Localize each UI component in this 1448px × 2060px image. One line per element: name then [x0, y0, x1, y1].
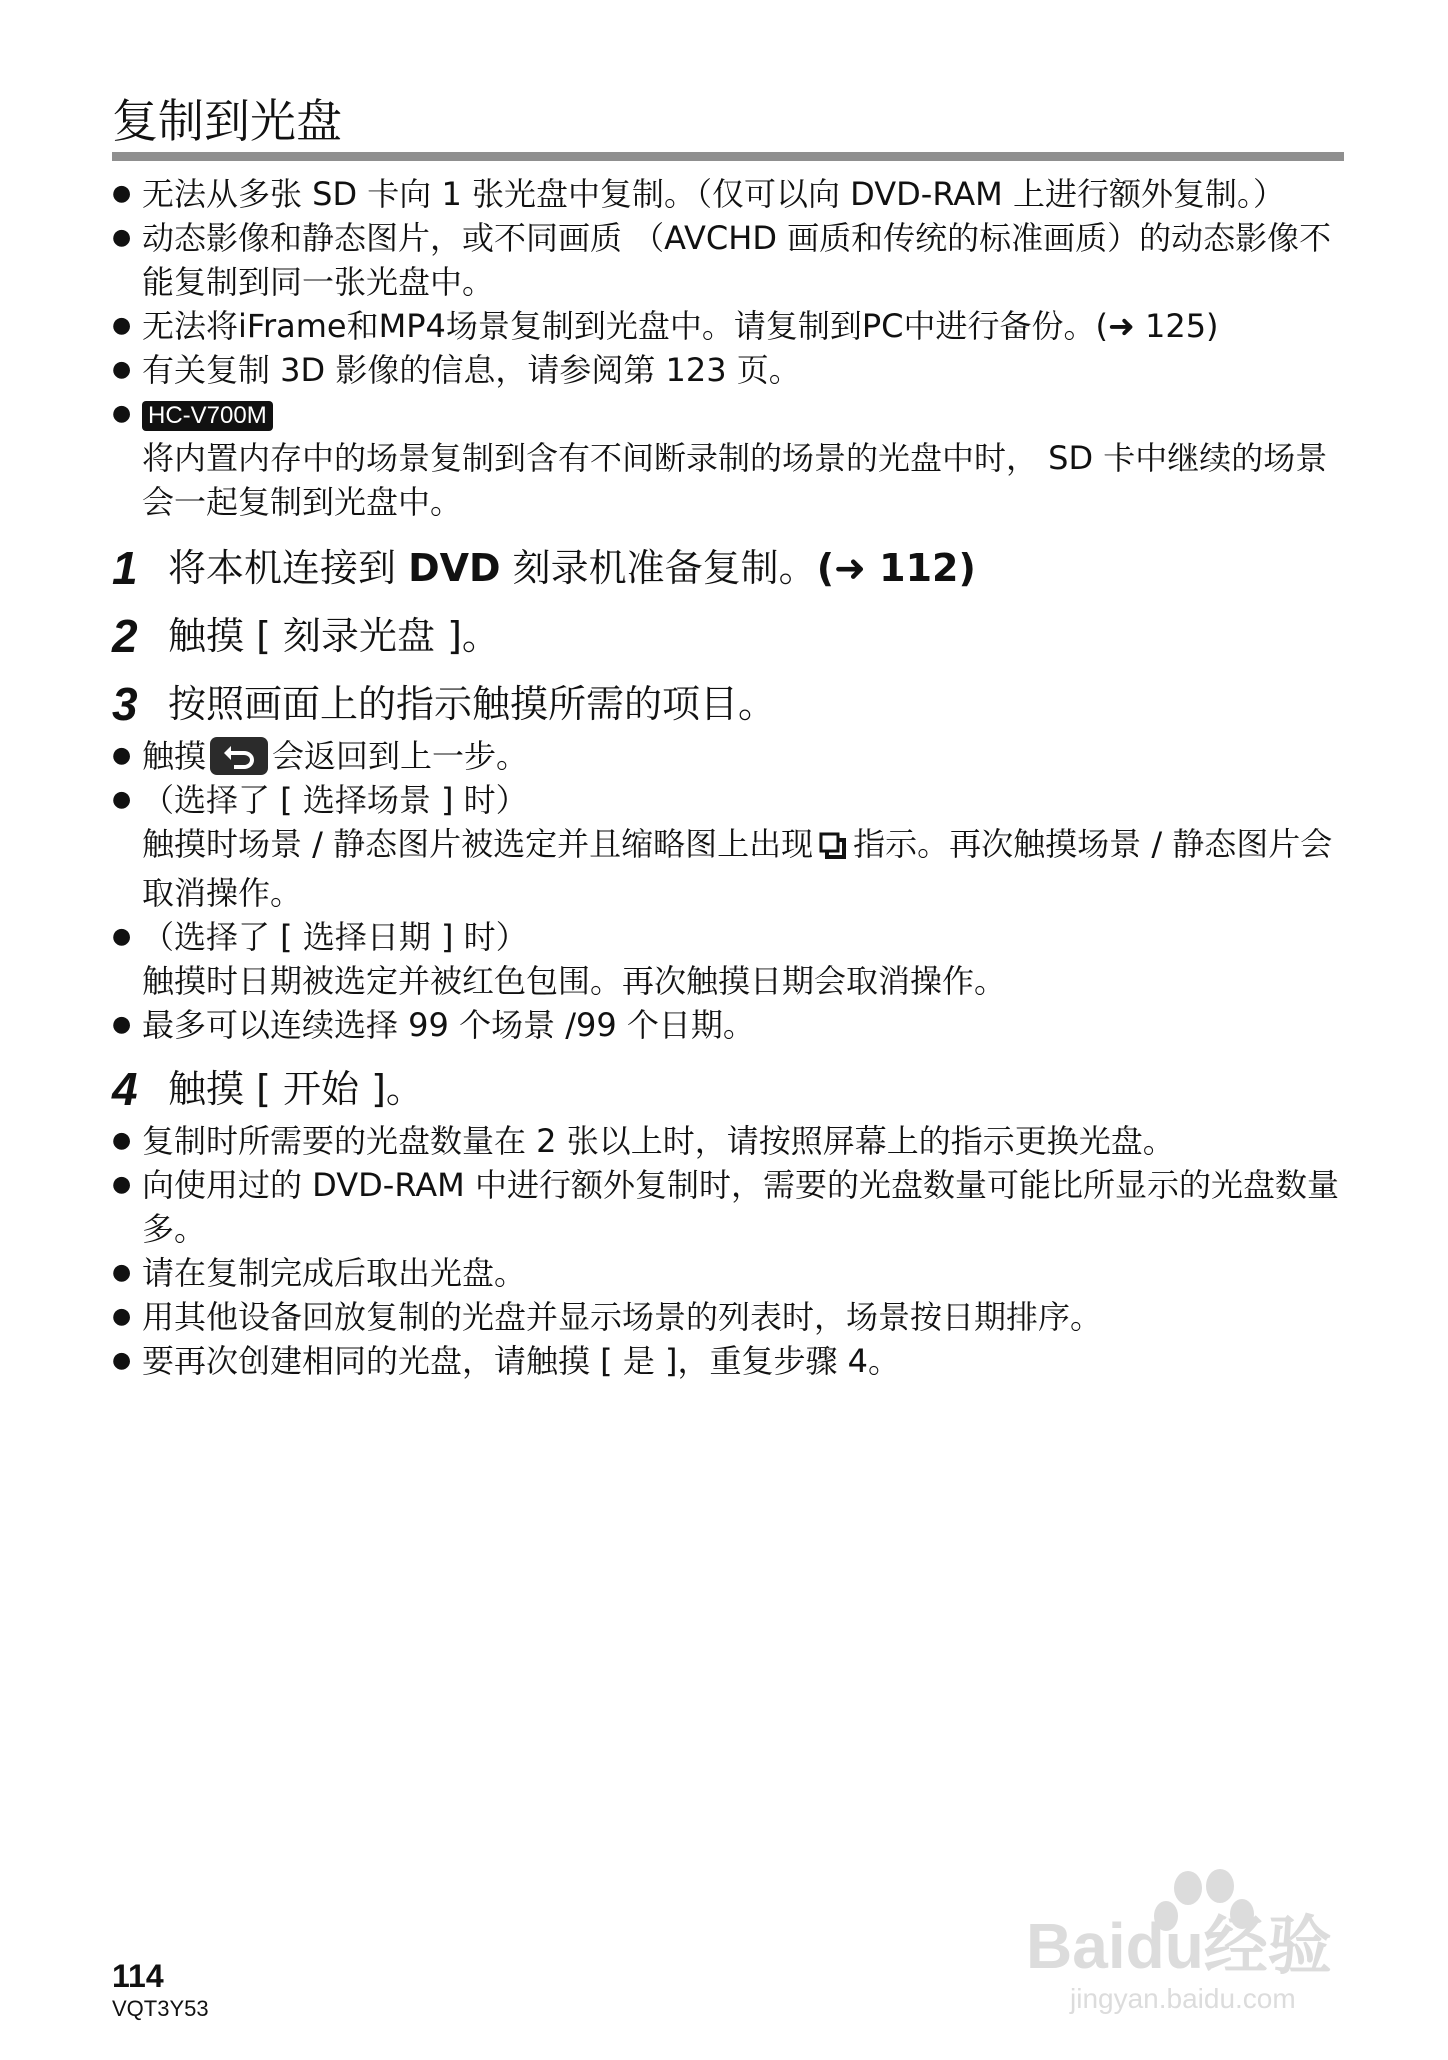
- scene-note: [112, 778, 1352, 915]
- scene-note-head: （选择了 [ 选择场景 ] 时）: [142, 781, 528, 819]
- step-text: 按照画面上的指示触摸所需的项目。: [168, 682, 777, 726]
- step-number: 4: [112, 1063, 138, 1115]
- content: [112, 172, 1352, 1383]
- notes-list: [112, 172, 1352, 524]
- note-item: ● 要再次创建相同的光盘，请触摸 [ 是 ]，重复步骤 4。: [112, 1339, 1352, 1383]
- step-2: [112, 606, 1352, 666]
- back-note: [112, 734, 1352, 778]
- step-text-part: 将本机连接到: [168, 546, 409, 590]
- note-item: ● 请在复制完成后取出光盘。: [112, 1251, 1352, 1295]
- note-item: ● 向使用过的 DVD-RAM 中进行额外复制时，需要的光盘数量可能比所显示的光盘数量多。: [112, 1163, 1352, 1251]
- multi-select-icon: [819, 827, 847, 871]
- scene-note-pre: 触摸时场景 / 静态图片被选定并且缩略图上出现: [142, 825, 814, 863]
- step-text-part: 刻录机准备复制。: [500, 546, 817, 590]
- step-3: [112, 674, 1352, 734]
- step4-notes: [112, 1119, 1352, 1383]
- step-text: 触摸 [ 刻录光盘 ]。: [168, 614, 500, 658]
- title-rule: [112, 152, 1344, 161]
- note-item: ● 复制时所需要的光盘数量在 2 张以上时，请按照屏幕上的指示更换光盘。: [112, 1119, 1352, 1163]
- step-text: 触摸 [ 开始 ]。: [168, 1067, 424, 1111]
- back-note-post: 会返回到上一步。: [272, 737, 529, 775]
- note-item: ● 无法从多张 SD 卡向 1 张光盘中复制。（仅可以向 DVD-RAM 上进行额外复制。）: [112, 172, 1352, 216]
- max-note: ● 最多可以连续选择 99 个场景 /99 个日期。: [112, 1003, 1352, 1047]
- model-tag: HC-V700M: [142, 401, 273, 431]
- scene-note-post: 指示。再次触摸场景 / 静态图片会取消操作。: [142, 825, 1333, 912]
- step-text: [168, 538, 976, 598]
- model-note: [112, 392, 1352, 524]
- step3-notes: [112, 734, 1352, 1047]
- step-number: 1: [112, 542, 138, 594]
- step-4: [112, 1059, 1352, 1119]
- document-code: VQT3Y53: [112, 1996, 209, 2021]
- scene-note-line: [142, 822, 1352, 915]
- note-item: ● 有关复制 3D 影像的信息，请参阅第 123 页。: [112, 348, 1352, 392]
- page-title: 复制到光盘: [112, 94, 342, 148]
- model-note-text: 将内置内存中的场景复制到含有不间断录制的场景的光盘中时， SD 卡中继续的场景会一起复制到光盘中。: [142, 439, 1328, 521]
- step-number: 2: [112, 610, 138, 662]
- note-item: ● 用其他设备回放复制的光盘并显示场景的列表时，场景按日期排序。: [112, 1295, 1352, 1339]
- note-item: ● 动态影像和静态图片，或不同画质 （AVCHD 画质和传统的标准画质）的动态影像不能复制到同一张光盘中。: [112, 216, 1352, 304]
- page-reference: (➜ 112): [816, 546, 976, 590]
- back-note-pre: 触摸: [142, 737, 207, 775]
- date-note: [112, 915, 1352, 1003]
- date-note-line: 触摸时日期被选定并被红色包围。再次触摸日期会取消操作。: [142, 962, 1007, 1000]
- step-1: [112, 538, 1352, 598]
- note-item: ● 无法将iFrame和MP4场景复制到光盘中。请复制到PC中进行备份。(➜ 125): [112, 304, 1352, 348]
- date-note-head: （选择了 [ 选择日期 ] 时）: [142, 918, 528, 956]
- step-text-bold: DVD: [408, 546, 501, 590]
- page-number: 114: [112, 1958, 164, 1994]
- watermark-brand: Baidu经验: [1026, 1910, 1332, 1982]
- back-arrow-icon: [210, 737, 268, 775]
- step-number: 3: [112, 678, 138, 730]
- watermark-url: jingyan.baidu.com: [1070, 1983, 1296, 2014]
- baidu-watermark: [1020, 1866, 1365, 2016]
